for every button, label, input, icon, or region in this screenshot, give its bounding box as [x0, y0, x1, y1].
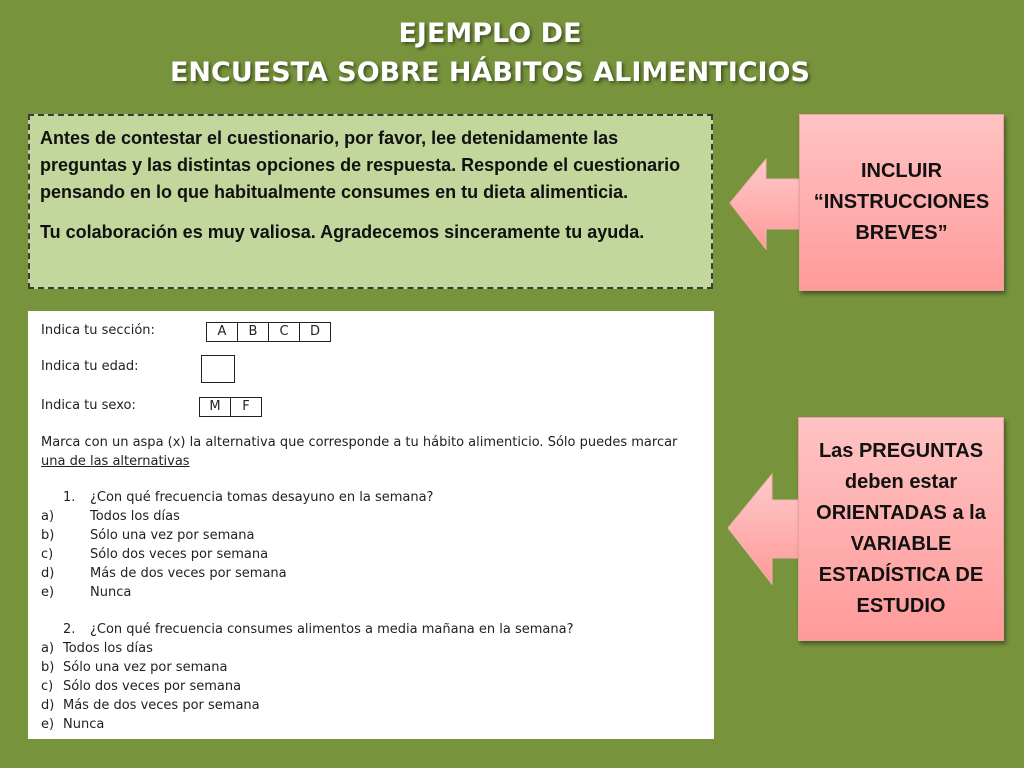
callout-top-line-3: BREVES” — [855, 222, 948, 244]
section-option-c[interactable]: C — [269, 323, 300, 341]
callout-questions — [798, 417, 1004, 641]
q2-option-e[interactable]: e) Nunca — [41, 717, 105, 732]
title-line-2: ENCUESTA SOBRE HÁBITOS ALIMENTICIOS — [169, 57, 810, 88]
q1-option-b[interactable]: b) Sólo una vez por semana — [41, 528, 255, 543]
q2-option-b[interactable]: b) Sólo una vez por semana — [41, 660, 228, 675]
callout-bottom-line-5: ESTADÍSTICA DE — [818, 564, 984, 586]
question-2 — [41, 620, 574, 734]
section-option-b[interactable]: B — [238, 323, 269, 341]
callout-bottom-line-1: Las PREGUNTAS — [818, 440, 984, 462]
age-input-box[interactable] — [201, 355, 235, 383]
question-1-text: ¿Con qué frecuencia tomas desayuno en la semana? — [90, 490, 434, 505]
callout-top-line-1: INCLUIR — [860, 160, 943, 182]
sex-option-m[interactable]: M — [200, 398, 231, 416]
note-underlined: una de las alternativas — [41, 454, 190, 469]
section-options — [206, 322, 331, 342]
question-2-text: ¿Con qué frecuencia consumes alimentos a media mañana en la semana? — [90, 622, 574, 637]
callout-instructions — [799, 114, 1004, 291]
note-text: Marca con un aspa (x) la alternativa que corresponde a tu hábito alimenticio. Sólo puedes marcar — [41, 435, 678, 450]
callout-top-line-2: “INSTRUCCIONES — [813, 191, 990, 213]
callout-bottom-line-4: VARIABLE — [850, 533, 952, 555]
callout-bottom-line-3: ORIENTADAS a la — [816, 502, 986, 524]
slide-title — [0, 14, 980, 92]
survey-sheet — [28, 311, 714, 739]
age-label: Indica tu edad: — [41, 359, 139, 374]
sex-options — [199, 397, 262, 417]
instruction-note — [41, 433, 711, 471]
instructions-paragraph-1: Antes de contestar el cuestionario, por favor, lee detenidamente las preguntas y las distintas opciones de respuesta. Responde el cuestionario pensando en lo que habitualmente consumes en tu dieta alimenticia. — [40, 128, 681, 202]
left-arrow-icon-bottom — [724, 470, 802, 588]
instructions-paragraph-2: Tu colaboración es muy valiosa. Agradecemos sinceramente tu ayuda. — [40, 222, 645, 242]
left-arrow-icon-top — [726, 155, 802, 255]
question-1 — [41, 488, 433, 602]
sex-option-f[interactable]: F — [242, 399, 250, 414]
section-option-d[interactable]: D — [309, 324, 320, 339]
title-line-1: EJEMPLO DE — [398, 18, 582, 49]
instructions-box — [28, 114, 713, 289]
q2-option-d[interactable]: d) Más de dos veces por semana — [41, 698, 260, 713]
section-label: Indica tu sección: — [41, 323, 155, 338]
q1-option-d[interactable]: d) Más de dos veces por semana — [41, 566, 287, 581]
callout-bottom-line-2: deben estar — [844, 471, 958, 493]
q2-option-a[interactable]: a) Todos los días — [41, 641, 153, 656]
q1-option-c[interactable]: c) Sólo dos veces por semana — [41, 547, 269, 562]
q2-option-c[interactable]: c) Sólo dos veces por semana — [41, 679, 242, 694]
question-1-number: 1. — [63, 490, 76, 505]
question-2-number: 2. — [63, 622, 76, 637]
q1-option-a[interactable]: a) Todos los días — [41, 509, 180, 524]
sex-label: Indica tu sexo: — [41, 398, 136, 413]
section-option-a[interactable]: A — [207, 323, 238, 341]
q1-option-e[interactable]: e) Nunca — [41, 585, 132, 600]
callout-bottom-line-6: ESTUDIO — [856, 595, 946, 617]
